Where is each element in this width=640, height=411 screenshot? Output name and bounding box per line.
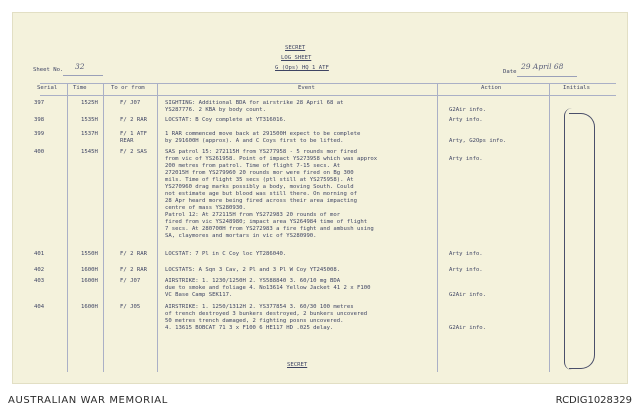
entry-from: F/ 2 RAR [120, 267, 147, 273]
unit-name: G (Ops) HQ 1 ATF [275, 65, 329, 71]
entry-action: Arty info. [449, 117, 483, 123]
column-header-initials: Initials [563, 85, 590, 91]
entry-from: F/ 1 ATF [120, 131, 147, 137]
column-rule [549, 83, 550, 372]
entry-event-line: 4. 13615 BOBCAT 71 3 x F100 6 HE117 HD .025 delay. [165, 325, 334, 331]
date-line [517, 76, 577, 77]
entry-time: 1600H [81, 267, 98, 273]
sheet-number-line [63, 75, 103, 76]
entry-from: F/ 2 SAS [120, 149, 147, 155]
sheet-number-value: 32 [75, 62, 85, 71]
entry-time: 1525H [81, 100, 98, 106]
log-sheet-page [12, 12, 628, 384]
entry-event-line: SAS patrol 15: 272115H from YS277958 - 5 rounds mor fired [165, 149, 357, 155]
classification-bottom: SECRET [287, 362, 308, 368]
footer-institution: AUSTRALIAN WAR MEMORIAL [8, 395, 168, 406]
column-header-action: Action [481, 85, 502, 91]
entry-serial: 404 [34, 304, 45, 310]
column-rule [67, 83, 68, 372]
column-rule [437, 83, 438, 372]
entry-event-line: AIRSTRIKE: 1. 1250/1312H 2. YS377854 3. 60/30 100 metres [165, 304, 354, 310]
entry-serial: 402 [34, 267, 45, 273]
entry-event-line: LOCSTATS: A Sqn 3 Cav, 2 Pl and 3 Pl W Coy YT245008. [165, 267, 341, 273]
entry-event-line: not estimate age but blood was still there. On morning of [165, 191, 357, 197]
date-value: 29 April 68 [521, 62, 564, 71]
entry-event-line: 1 RAR commenced move back at 291500H expect to be complete [165, 131, 361, 137]
entry-event-line: AIRSTRIKE: 1. 1230/1250H 2. YS588840 3. 60/10 mg BDA [165, 278, 341, 284]
entry-event-line: Patrol 12: At 272115H from YS272983 20 rounds of mor [165, 212, 341, 218]
table-header-rule [40, 95, 616, 96]
entry-event-line: YS287776. 2 KBA by body count. [165, 107, 267, 113]
entry-event-line: SA, claymores and mortars in vic of YS280990. [165, 233, 317, 239]
entry-event-line: centre of mass YS280930. [165, 205, 246, 211]
date-label: Date [503, 69, 517, 75]
entry-from: REAR [120, 138, 134, 144]
sheet-number-label: Sheet No. [33, 67, 64, 73]
column-rule [157, 83, 158, 372]
entry-event-line: fired from vic YS248980; impact area YS264984 time of flight [165, 219, 368, 225]
footer-reference: RCDIG1028329 [555, 395, 632, 406]
entry-event-line: by 291600H (approx). A and C Coys first to be lifted. [165, 138, 344, 144]
entry-time: 1600H [81, 278, 98, 284]
entry-serial: 401 [34, 251, 45, 257]
entry-serial: 398 [34, 117, 45, 123]
entry-event-line: 28 Apr heard more being fired across their area impacting [165, 198, 357, 204]
entry-event-line: LOCSTAT: 7 Pl in C Coy loc YT286040. [165, 251, 287, 257]
entry-serial: 400 [34, 149, 45, 155]
entry-serial: 397 [34, 100, 45, 106]
entry-event-line: 200 metres from patrol. Time of flight 7-15 secs. At [165, 163, 341, 169]
entry-event-line: of trench destroyed 3 bunkers destroyed, 2 bunkers uncovered [165, 311, 368, 317]
sheet-title: LOG SHEET [281, 55, 312, 61]
entry-action: G2Air info. [449, 325, 487, 331]
entry-event-line: 50 metres trench damaged, 2 fighting posns uncovered. [165, 318, 344, 324]
entry-action: Arty info. [449, 267, 483, 273]
entry-action: Arty, G2Ops info. [449, 138, 507, 144]
entry-time: 1600H [81, 304, 98, 310]
entry-event-line: SIGHTING: Additional BDA for airstrike 28 April 68 at [165, 100, 344, 106]
classification-top: SECRET [285, 45, 306, 51]
entry-action: Arty info. [449, 156, 483, 162]
entry-event-line: YS270960 drag marks possibly a body, moving South. Could [165, 184, 354, 190]
archive-footer [0, 387, 640, 411]
entry-serial: 403 [34, 278, 45, 284]
entry-action: G2Air info. [449, 107, 487, 113]
entry-event-line: 7 secs. At 280700H from YS272983 a fire fight and ambush using [165, 226, 374, 232]
table-top-rule [40, 83, 616, 84]
entry-event-line: 272015H from YS279960 20 rounds mor were fired on Bg 300 [165, 170, 354, 176]
entry-time: 1545H [81, 149, 98, 155]
entry-from: F/ J07 [120, 278, 141, 284]
column-header-from: To or from [111, 85, 145, 91]
entry-from: F/ J05 [120, 304, 141, 310]
entry-action: Arty info. [449, 251, 483, 257]
column-rule [103, 83, 104, 372]
entry-event-line: mils. Time of flight 35 secs (ptl still at YS275958). At [165, 177, 354, 183]
column-header-serial: Serial [37, 85, 58, 91]
entry-from: F/ 2 RAR [120, 251, 147, 257]
entry-time: 1535H [81, 117, 98, 123]
entry-event-line: from vic of YS261958. Point of impact YS273958 which was approx [165, 156, 378, 162]
entry-from: F/ 2 RAR [120, 117, 147, 123]
entry-from: F/ J07 [120, 100, 141, 106]
entry-serial: 399 [34, 131, 45, 137]
column-header-time: Time [73, 85, 87, 91]
entry-action: G2Air info. [449, 292, 487, 298]
entry-event-line: due to smoke and foliage 4. No13614 Yellow Jacket 41 2 x F100 [165, 285, 371, 291]
entry-event-line: VC Base Camp SEK117. [165, 292, 233, 298]
entry-event-line: LOCSTAT: B Coy complete at YT316016. [165, 117, 287, 123]
entry-time: 1537H [81, 131, 98, 137]
initials-bracket-mark [569, 113, 595, 369]
entry-time: 1550H [81, 251, 98, 257]
column-header-event: Event [298, 85, 315, 91]
